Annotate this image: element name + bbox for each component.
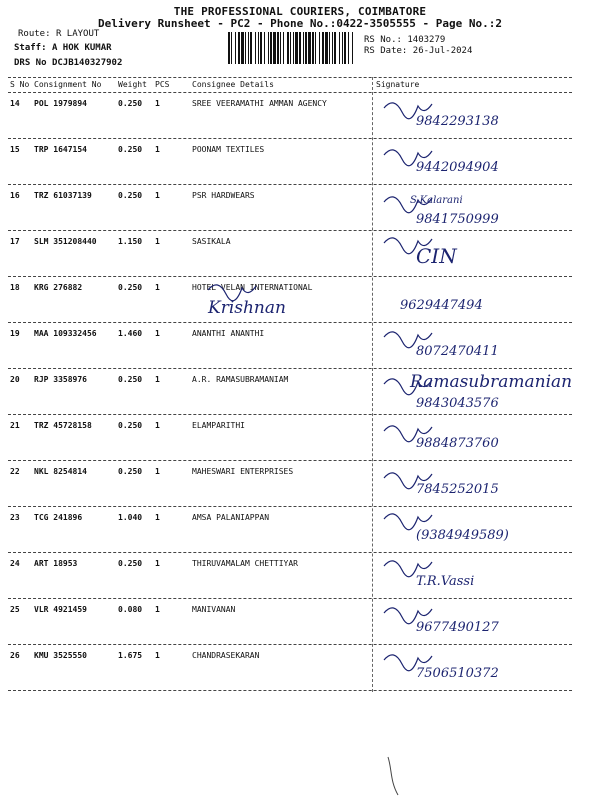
row-sno: 17 bbox=[10, 237, 20, 246]
signature-scribble bbox=[380, 463, 572, 507]
signature-phone: 9841750999 bbox=[416, 212, 499, 227]
company-title: THE PROFESSIONAL COURIERS, COIMBATORE bbox=[173, 5, 427, 18]
row-consignee: THIRUVAMALAM CHETTIYAR bbox=[192, 559, 298, 568]
signature-phone: 9884873760 bbox=[416, 436, 499, 451]
signature-name: S.Kalarani bbox=[410, 195, 463, 206]
row-weight: 0.250 bbox=[118, 375, 143, 384]
table-row bbox=[8, 599, 572, 645]
row-consignment: VLR 4921459 bbox=[34, 605, 87, 614]
row-weight: 0.250 bbox=[118, 145, 143, 154]
row-consignee: ANANTHI ANANTHI bbox=[192, 329, 265, 338]
col-signature: Signature bbox=[376, 80, 420, 89]
drs-line bbox=[14, 58, 122, 68]
row-consignment: RJP 3358976 bbox=[34, 375, 87, 384]
row-sno: 21 bbox=[10, 421, 20, 430]
table-row bbox=[8, 553, 572, 599]
row-consignment: SLM 351208440 bbox=[34, 237, 97, 246]
col-details: Consignee Details bbox=[192, 80, 274, 89]
row-weight: 0.250 bbox=[118, 421, 143, 430]
row-consignee: CHANDRASEKARAN bbox=[192, 651, 260, 660]
row-weight: 0.250 bbox=[118, 283, 143, 292]
signature-name: Krishnan bbox=[208, 298, 286, 318]
row-weight: 1.150 bbox=[118, 237, 143, 246]
row-consignee: MANIVANAN bbox=[192, 605, 236, 614]
staff-label: Staff: bbox=[14, 43, 47, 53]
row-pcs: 1 bbox=[155, 283, 160, 292]
route-line bbox=[18, 29, 99, 39]
row-consignee: MAHESWARI ENTERPRISES bbox=[192, 467, 294, 476]
row-sno: 19 bbox=[10, 329, 20, 338]
signature-scribble bbox=[380, 95, 572, 139]
table-row bbox=[8, 369, 572, 415]
drs-value: DCJB140327902 bbox=[51, 58, 123, 68]
table-row bbox=[8, 93, 572, 139]
row-pcs: 1 bbox=[155, 99, 160, 108]
table-body bbox=[8, 93, 572, 691]
staff-line bbox=[14, 43, 112, 53]
row-weight: 0.250 bbox=[118, 559, 143, 568]
signature-phone: 7506510372 bbox=[416, 666, 499, 681]
row-weight: 1.040 bbox=[118, 513, 143, 522]
row-pcs: 1 bbox=[155, 651, 160, 660]
table-row bbox=[8, 139, 572, 185]
signature-phone: 8072470411 bbox=[416, 344, 499, 359]
col-pcs: PCS bbox=[155, 80, 170, 89]
col-sno: S No bbox=[10, 80, 30, 89]
signature-scribble bbox=[380, 325, 572, 369]
signature-scribble bbox=[380, 601, 572, 645]
row-sno: 18 bbox=[10, 283, 20, 292]
staff-value: A HOK KUMAR bbox=[51, 43, 112, 53]
signature-phone: CIN bbox=[416, 244, 457, 268]
row-consignee: ELAMPARITHI bbox=[192, 421, 245, 430]
row-sno: 22 bbox=[10, 467, 20, 476]
row-consignment: TRZ 45728158 bbox=[34, 421, 92, 430]
rs-no-label: RS No.: bbox=[364, 35, 402, 45]
row-consignee: PSR HARDWEARS bbox=[192, 191, 255, 200]
row-pcs: 1 bbox=[155, 605, 160, 614]
table-row bbox=[8, 231, 572, 277]
signature-phone: T.R.Vassi bbox=[416, 574, 475, 589]
table-row bbox=[8, 645, 572, 691]
row-sno: 20 bbox=[10, 375, 20, 384]
row-consignment: POL 1979894 bbox=[34, 99, 87, 108]
row-sno: 15 bbox=[10, 145, 20, 154]
signature-phone: 9677490127 bbox=[416, 620, 499, 635]
route-value: R LAYOUT bbox=[55, 29, 100, 39]
drs-label: DRS No bbox=[14, 58, 47, 68]
signature-scribble bbox=[204, 279, 574, 323]
row-weight: 1.675 bbox=[118, 651, 143, 660]
row-sno: 14 bbox=[10, 99, 20, 108]
col-weight: Weight bbox=[118, 80, 147, 89]
row-pcs: 1 bbox=[155, 467, 160, 476]
col-consignment: Consignment No bbox=[34, 80, 102, 89]
signature-name: Ramasubramanian bbox=[410, 372, 572, 392]
row-consignee: AMSA PALANIAPPAN bbox=[192, 513, 270, 522]
table-row bbox=[8, 323, 572, 369]
row-consignment: KMU 3525550 bbox=[34, 651, 87, 660]
row-weight: 0.250 bbox=[118, 467, 143, 476]
row-consignment: MAA 109332456 bbox=[34, 329, 97, 338]
signature-scribble bbox=[380, 509, 572, 553]
row-weight: 0.250 bbox=[118, 99, 143, 108]
signature-scribble bbox=[380, 233, 572, 277]
row-consignee: SASIKALA bbox=[192, 237, 231, 246]
route-label: Route: bbox=[18, 29, 51, 39]
signature-scribble bbox=[380, 555, 572, 599]
row-pcs: 1 bbox=[155, 145, 160, 154]
signature-scribble bbox=[380, 141, 572, 185]
signature-scribble bbox=[380, 371, 572, 415]
signature-phone: 7845252015 bbox=[416, 482, 499, 497]
row-consignment: TRZ 61037139 bbox=[34, 191, 92, 200]
table-row bbox=[8, 185, 572, 231]
pen-mark bbox=[380, 755, 420, 800]
row-sno: 25 bbox=[10, 605, 20, 614]
barcode-image bbox=[228, 32, 356, 64]
table-header bbox=[8, 77, 572, 93]
row-consignment: KRG 276882 bbox=[34, 283, 83, 292]
row-pcs: 1 bbox=[155, 329, 160, 338]
table-row bbox=[8, 507, 572, 553]
signature-phone: 9629447494 bbox=[400, 298, 483, 313]
row-pcs: 1 bbox=[155, 191, 160, 200]
row-consignee: POONAM TEXTILES bbox=[192, 145, 265, 154]
row-pcs: 1 bbox=[155, 375, 160, 384]
rs-date-label: RS Date: bbox=[364, 46, 408, 56]
row-sno: 24 bbox=[10, 559, 20, 568]
row-consignment: NKL 8254814 bbox=[34, 467, 87, 476]
signature-scribble bbox=[380, 187, 572, 231]
row-weight: 0.080 bbox=[118, 605, 143, 614]
signature-scribble bbox=[380, 417, 572, 461]
row-weight: 0.250 bbox=[118, 191, 143, 200]
row-pcs: 1 bbox=[155, 559, 160, 568]
signature-phone: 9842293138 bbox=[416, 114, 499, 129]
row-consignee: A.R. RAMASUBRAMANIAM bbox=[192, 375, 289, 384]
signature-phone: 9843043576 bbox=[416, 396, 499, 411]
runsheet-subtitle: Delivery Runsheet - PC2 - Phone No.:0422-3505555 - Page No.:2 bbox=[98, 17, 502, 30]
row-sno: 16 bbox=[10, 191, 20, 200]
rs-number bbox=[364, 35, 445, 45]
row-consignee: SREE VEERAMATHI AMMAN AGENCY bbox=[192, 99, 327, 108]
row-pcs: 1 bbox=[155, 237, 160, 246]
runsheet-table bbox=[8, 77, 572, 691]
row-weight: 1.460 bbox=[118, 329, 143, 338]
row-consignment: TCG 241896 bbox=[34, 513, 83, 522]
rs-date-value: 26-Jul-2024 bbox=[412, 46, 473, 56]
row-sno: 23 bbox=[10, 513, 20, 522]
signature-scribble bbox=[380, 647, 572, 691]
rs-date bbox=[364, 46, 472, 56]
table-row bbox=[8, 277, 572, 323]
row-pcs: 1 bbox=[155, 421, 160, 430]
rs-no-value: 1403279 bbox=[407, 35, 446, 45]
signature-phone: (9384949589) bbox=[416, 528, 509, 543]
row-pcs: 1 bbox=[155, 513, 160, 522]
row-sno: 26 bbox=[10, 651, 20, 660]
row-consignment: ART 18953 bbox=[34, 559, 78, 568]
row-consignment: TRP 1647154 bbox=[34, 145, 87, 154]
signature-phone: 9442094904 bbox=[416, 160, 499, 175]
table-row bbox=[8, 461, 572, 507]
row-consignee: HOTEL VELAN INTERNATIONAL bbox=[192, 283, 313, 292]
table-row bbox=[8, 415, 572, 461]
